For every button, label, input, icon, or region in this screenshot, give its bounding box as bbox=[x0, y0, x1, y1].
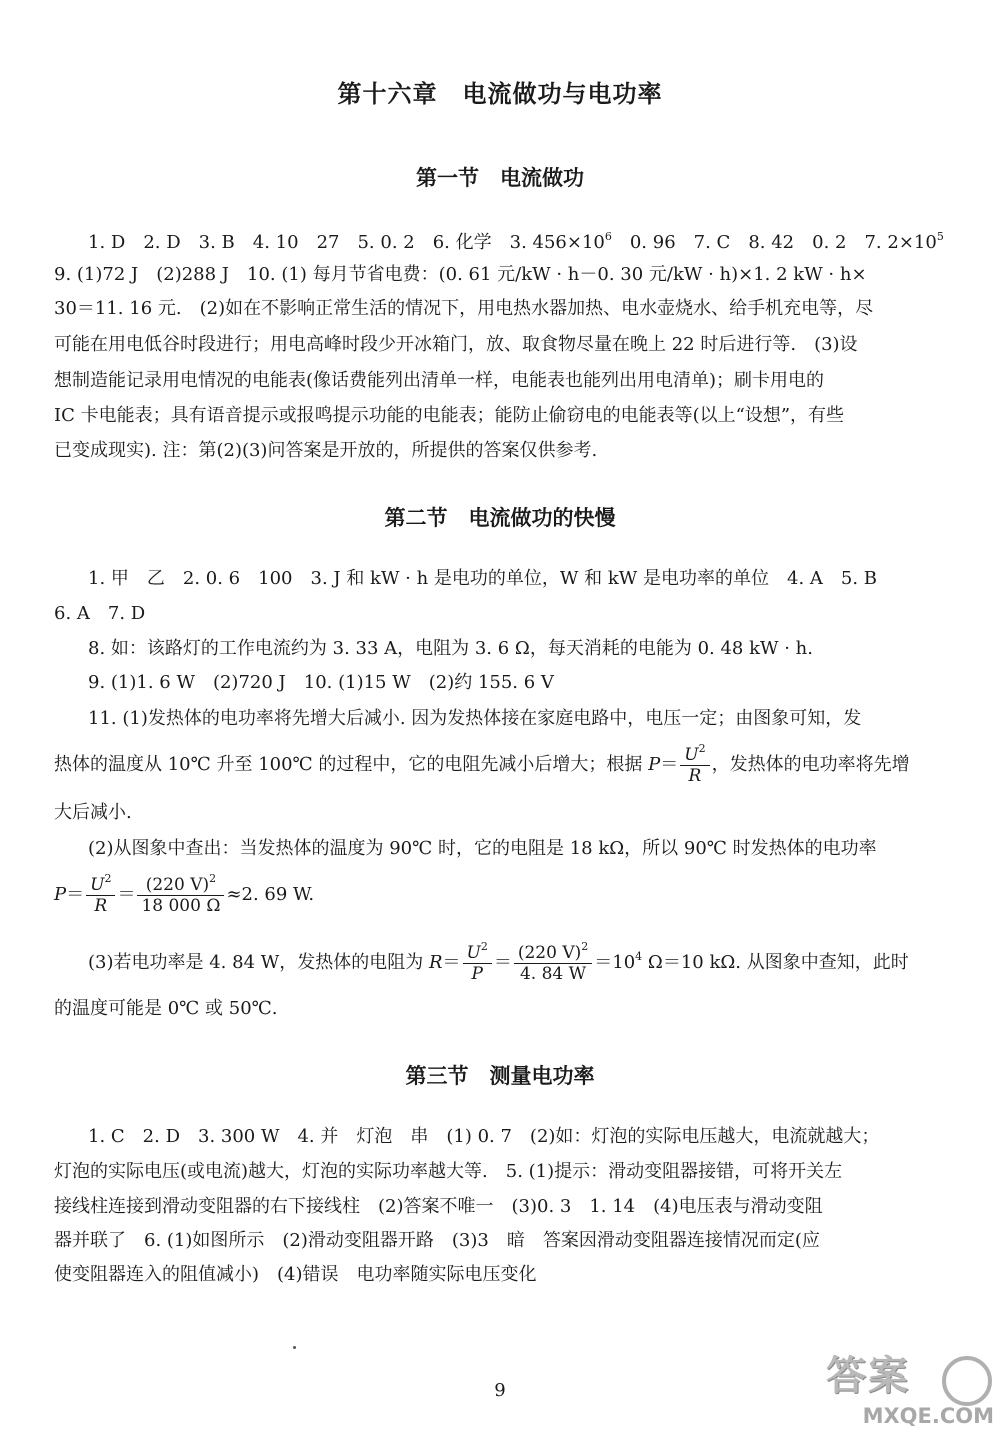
answer-line: 大后减小. bbox=[54, 802, 132, 823]
formula-fraction: $\frac{(220 V)^2}{4. 84 W}$ bbox=[514, 943, 592, 984]
answer-line: 灯泡的实际电压(或电流)越大，灯泡的实际功率越大等. 5. (1)提示：滑动变阻器接错，可将开关左 bbox=[54, 1161, 843, 1182]
answer-line: 30＝11. 16 元. (2)如在不影响正常生活的情况下，用电热水器加热、电水壶烧水、给手机充电等，尽 bbox=[54, 298, 874, 319]
formula-fraction: $\frac{(220 V)^2}{18 000 \Omega}$ bbox=[137, 875, 224, 916]
answer-line: 1. 甲 乙 2. 0. 6 100 3. J 和 kW · h 是电功的单位，W 和 kW 是电功率的单位 4. A 5. B bbox=[88, 568, 878, 589]
watermark-seal-icon bbox=[942, 1356, 992, 1406]
page-number: 9 bbox=[494, 1380, 506, 1401]
answer-line: 11. (1)发热体的电功率将先增大后减小. 因为发热体接在家庭电路中，电压一定；由图象可知，发 bbox=[88, 708, 862, 729]
answer-line: 器并联了 6. (1)如图所示 (2)滑动变阻器开路 (3)3 暗 答案因滑动变阻器连接情况而定(应 bbox=[54, 1230, 820, 1251]
answer-line: 1. C 2. D 3. 300 W 4. 并 灯泡 串 (1) 0. 7 (2)如：灯泡的实际电压越大，电流就越大； bbox=[88, 1126, 880, 1147]
answer-line: 9. (1)72 J (2)288 J 10. (1) 每月节省电费：(0. 61 元/kW · h－0. 30 元/kW · h)×1. 2 kW · h× bbox=[54, 264, 867, 285]
formula-fraction: $\frac{U^2}{R}$ bbox=[86, 875, 115, 916]
answer-line: 想制造能记录用电情况的电能表(像话费能列出清单一样，电能表也能列出用电清单)；刷卡用电的 bbox=[54, 370, 825, 391]
watermark bbox=[826, 1350, 994, 1432]
answer-line: 已变成现实). 注：第(2)(3)问答案是开放的，所提供的答案仅供参考. bbox=[54, 440, 598, 461]
answer-line: IC 卡电能表；具有语音提示或报鸣提示功能的电能表；能防止偷窃电的电能表等(以上“设想”，有些 bbox=[54, 405, 845, 426]
formula-fraction: $\frac{U^2}{R}$ bbox=[680, 745, 709, 786]
answer-line: 8. 如：该路灯的工作电流约为 3. 33 A，电阻为 3. 6 Ω，每天消耗的电能为 0. 48 kW · h. bbox=[88, 638, 813, 659]
answer-line: P＝ $\frac{U^2}{R}$ ＝ $\frac{(220 V)^2}{18 000 \Omega}$ ≈2. 69 W. bbox=[54, 871, 315, 916]
answer-line: 使变阻器连入的阻值减小) (4)错误 电功率随实际电压变化 bbox=[54, 1264, 537, 1285]
answer-line: (3)若电功率是 4. 84 W，发热体的电阻为 R＝ $\frac{U^2}{P}$ ＝ $\frac{(220 V)^2}{4. 84 W}$ $=10^4$ Ω＝10 kΩ. 从图象中查知，此时 bbox=[88, 939, 909, 984]
section-title-3: 第三节 测量电功率 bbox=[405, 1064, 595, 1088]
answer-line: 接线柱连接到滑动变阻器的右下接线柱 (2)答案不唯一 (3)0. 3 1. 14 (4)电压表与滑动变阻 bbox=[54, 1196, 823, 1217]
chapter-title: 第十六章 电流做功与电功率 bbox=[337, 80, 663, 108]
answer-line: 6. A 7. D bbox=[54, 603, 146, 624]
answer-line: 1. D 2. D 3. B 4. 10 27 5. 0. 2 6. 化学 3. $456\times 10^6$ 0. 96 7. C 8. 42 0. 2 7. $2\times 10^5$ bbox=[88, 230, 944, 253]
section-title-1: 第一节 电流做功 bbox=[416, 166, 584, 190]
watermark-logo: 答案 bbox=[826, 1353, 910, 1399]
answer-line: (2)从图象中查出：当发热体的温度为 90℃ 时，它的电阻是 18 kΩ，所以 90℃ 时发热体的电功率 bbox=[88, 838, 877, 859]
formula-fraction: $\frac{U^2}{P}$ bbox=[463, 943, 492, 984]
answer-line: 可能在用电低谷时段进行；用电高峰时段少开冰箱门，放、取食物尽量在晚上 22 时后进行等. (3)设 bbox=[54, 334, 858, 355]
stray-mark bbox=[293, 1346, 296, 1349]
answer-line: 9. (1)1. 6 W (2)720 J 10. (1)15 W (2)约 155. 6 V bbox=[88, 672, 554, 693]
watermark-url: MXQE.COM bbox=[862, 1404, 994, 1428]
answer-line: 热体的温度从 10℃ 升至 100℃ 的过程中，它的电阻先减小后增大；根据 P＝ $\frac{U^2}{R}$ ，发热体的电功率将先增 bbox=[54, 741, 910, 786]
answer-line: 的温度可能是 0℃ 或 50℃. bbox=[54, 998, 278, 1019]
section-title-2: 第二节 电流做功的快慢 bbox=[384, 506, 616, 530]
